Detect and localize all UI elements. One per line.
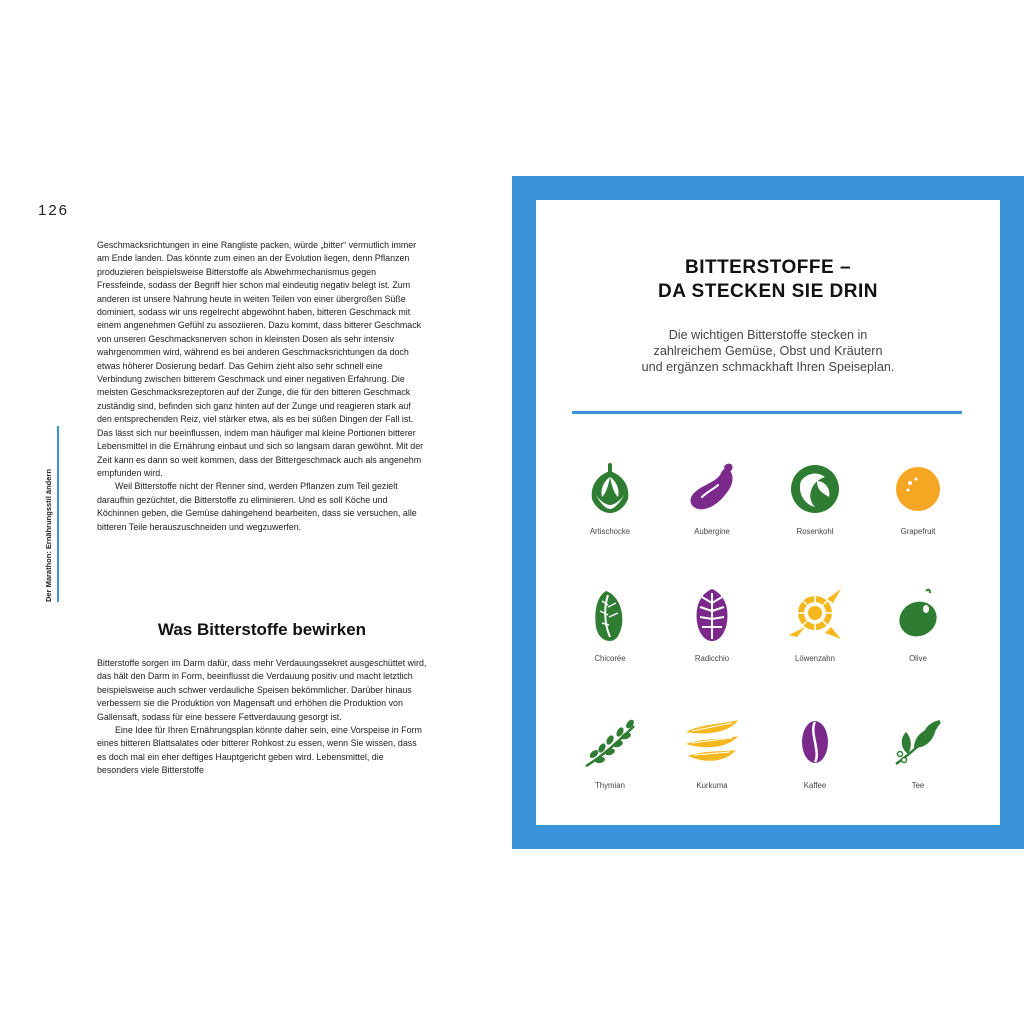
box-title-line: DA STECKEN SIE DRIN [658, 281, 878, 302]
tea-icon [890, 714, 946, 770]
dandelion-icon [787, 587, 843, 643]
body-text-column-2 [97, 657, 427, 778]
eggplant-icon [684, 461, 740, 517]
box-title-line: BITTERSTOFFE – [684, 257, 852, 278]
item-label: Rosenkohl [796, 527, 834, 536]
side-title: Der Marathon: Ernährungsstil ändern [44, 469, 53, 602]
side-rule [57, 426, 59, 602]
box-subtitle-line: und ergänzen schmackhaft Ihren Speiseplan. [641, 360, 895, 374]
radicchio-icon [684, 587, 740, 643]
paragraph: Weil Bitterstoffe nicht der Renner sind, werden Pflanzen zum Teil gezielt daraufhin gezüchtet, die Bitterstoffe zu eliminieren. Und es soll Köche und Köchinnen geben, die Gemüse dahingehend bearbeiten, dass sie versuchen, alle bitteren Teile herauszuschneiden und wegzuwerfen. [97, 481, 417, 532]
item-label: Olive [909, 654, 927, 663]
box-subtitle-line: Die wichtigen Bitterstoffe stecken in [668, 328, 868, 342]
chicory-icon [582, 587, 638, 643]
box-divider [572, 411, 962, 414]
paragraph: Bitterstoffe sorgen im Darm dafür, dass mehr Verdauungssekret ausgeschüttet wird, das hält den Darm in Form, beeinflusst die Verdauung positiv und macht letztlich beispielsweise auch schwer verdauliche Speisen bekömmlicher. Darüber hinaus verbessern sie die Produktion von Magensaft und erhöhen die Produktion von Gallensaft, sodass für eine bessere Fettverdauung gesorgt ist. [97, 658, 427, 722]
item-label: Grapefruit [900, 527, 936, 536]
box-subtitle-line: zahlreichem Gemüse, Obst und Kräutern [653, 344, 883, 358]
page-number: 126 [38, 202, 70, 219]
thyme-icon [582, 714, 638, 770]
brussels-sprout-icon [787, 461, 843, 517]
grapefruit-icon [890, 461, 946, 517]
item-label: Kurkuma [696, 781, 728, 790]
olive-icon [890, 587, 946, 643]
item-label: Löwenzahn [795, 654, 835, 663]
item-label: Kaffee [803, 781, 827, 790]
info-box-inner [536, 200, 1000, 825]
info-box [512, 176, 1024, 849]
artichoke-icon [582, 461, 638, 517]
item-label: Radicchio [694, 654, 730, 663]
item-label: Aubergine [694, 527, 730, 536]
item-label: Chicorée [594, 654, 626, 663]
paragraph: Eine Idee für Ihren Ernährungsplan könnte daher sein, eine Vorspeise in Form eines bitteren Blattsalates oder bitterer Rohkost zu essen, wenn Sie wissen, dass es doch mal ein eher deftiges Hauptgericht geben wird. Lebensmittel, die besonders viele Bitterstoffe [97, 725, 422, 776]
section-heading: Was Bitterstoffe bewirken [157, 620, 367, 639]
coffee-bean-icon [787, 714, 843, 770]
item-label: Artischocke [589, 527, 631, 536]
body-text-column-1 [97, 239, 427, 534]
item-label: Thymian [595, 781, 625, 790]
paragraph: Geschmacksrichtungen in eine Rangliste packen, würde „bitter“ vermutlich immer am Ende landen. Das könnte zum einen an der Evolution liegen, denn Pflanzen produzieren beispielsweise Bitterstoffe als Abwehrmechanismus gegen Fressfeinde, sodass der Begriff hier schon mal eindeutig negativ belegt ist. Zum anderen ist unsere Nahrung heute in weiten Teilen von einer übergroßen Süße dominiert, sodass wir uns regelrecht abgewöhnt haben, bitteren Geschmack mit einem angenehmen Gefühl zu assoziieren. Dazu kommt, dass bitterer Geschmack von unseren Geschmacksnerven schon in kleinsten Dosen als sehr intensiv wahrgenommen wird, während es bei anderen Geschmacksrichtungen da doch etwas höherer Dosierung bedarf. Das Gehirn zieht also sehr schnell eine Verbindung zwischen bitterem Geschmack und einer negativen Erfahrung. Die meisten Geschmacksrezeptoren auf der Zunge, die für den bitteren Geschmack zuständig sind, befinden sich ganz hinten auf der Zunge und reagieren stark auf den entsprechenden Reiz, viel stärker etwa, als es bei süßen Dingen der Fall ist. Das lässt sich nur beeinflussen, indem man häufiger mal kleine Portionen bitterer Lebensmittel in die Ernährung einbaut und sich so langsam daran gewöhnt. Mit der Zeit kann es dann so weit kommen, dass der Bittergeschmack auch als angenehm empfunden wird. [97, 240, 424, 478]
box-title [536, 256, 1000, 304]
item-label: Tee [911, 781, 925, 790]
box-subtitle [536, 327, 1000, 375]
turmeric-icon [684, 714, 740, 770]
